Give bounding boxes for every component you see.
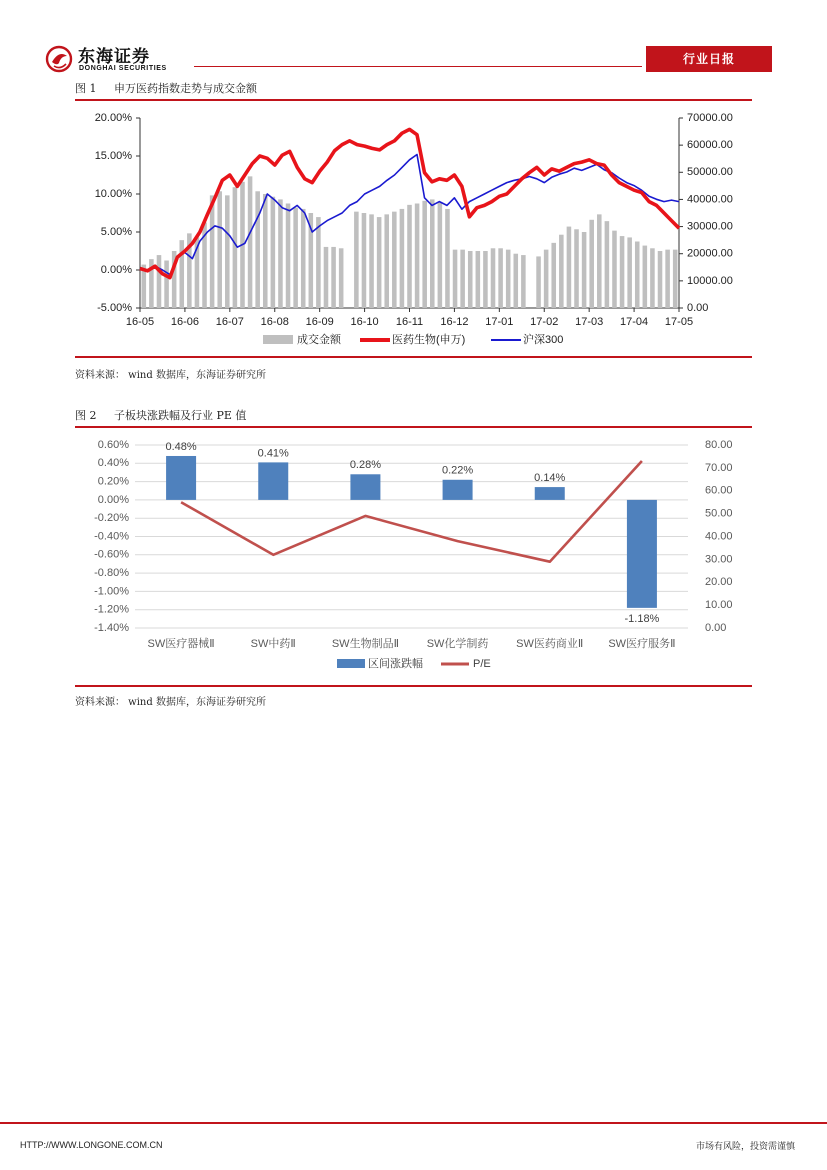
volume-bar	[658, 251, 663, 308]
left-tick-label: -0.60%	[94, 548, 129, 561]
pe-series-line	[181, 461, 642, 562]
bar-data-label: -1.18%	[624, 612, 660, 625]
volume-bar	[468, 251, 473, 308]
x-category-label: SW医疗器械Ⅱ	[147, 637, 215, 650]
x-tick-label: 16-07	[215, 315, 244, 328]
right-tick-label: 40000.00	[687, 193, 733, 206]
change-bar	[350, 474, 380, 500]
figure2-chart	[75, 428, 752, 684]
volume-bar	[460, 250, 465, 308]
volume-bar	[582, 232, 587, 308]
legend-medicine-label: 医药生物(申万)	[392, 333, 466, 346]
left-tick-label: 0.00%	[97, 493, 129, 506]
figure1-source: 资料来源： wind 数据库，东海证券研究所	[75, 370, 266, 381]
volume-bar	[422, 201, 427, 308]
left-tick-label: 0.00%	[100, 263, 132, 276]
footer-url-link[interactable]: HTTP://WWW.LONGONE.COM.CN	[20, 1140, 163, 1150]
volume-bar	[430, 199, 435, 308]
legend-volume-swatch	[263, 335, 293, 344]
volume-bar	[301, 209, 306, 308]
volume-bar	[544, 250, 549, 308]
volume-bar	[392, 212, 397, 308]
volume-bar	[286, 204, 291, 309]
report-type-badge: 行业日报	[646, 46, 772, 72]
volume-bar	[559, 235, 564, 308]
x-tick-label: 17-05	[664, 315, 694, 328]
volume-bar	[476, 251, 481, 308]
x-tick-label: 16-06	[170, 315, 199, 328]
volume-bar	[339, 248, 344, 308]
right-tick-label: 20000.00	[687, 247, 733, 260]
bar-data-label: 0.48%	[165, 440, 197, 453]
figure2-caption	[75, 407, 246, 423]
volume-bar	[605, 221, 610, 308]
x-tick-label: 16-05	[125, 315, 155, 328]
change-bar	[627, 500, 657, 608]
company-name-cn: 东海证券	[78, 47, 150, 67]
x-category-label: SW化学制药	[426, 637, 489, 650]
right-tick-label: 0.00	[705, 621, 727, 634]
left-tick-label: -0.80%	[94, 567, 129, 580]
x-category-label: SW生物制品Ⅱ	[331, 637, 399, 650]
left-tick-label: 15.00%	[94, 149, 132, 162]
volume-bar	[612, 231, 617, 308]
left-tick-label: 0.60%	[97, 438, 129, 451]
x-tick-label: 17-01	[485, 315, 514, 328]
volume-bar	[514, 254, 519, 308]
volume-bar	[263, 194, 268, 308]
bar-data-label: 0.28%	[349, 459, 382, 472]
volume-bar	[400, 209, 405, 308]
x-category-label: SW中药Ⅱ	[250, 637, 296, 650]
volume-bar	[210, 195, 215, 308]
volume-bar	[635, 242, 640, 309]
volume-bar	[354, 212, 359, 308]
volume-bar	[665, 250, 670, 308]
volume-bar	[627, 237, 632, 308]
x-category-label: SW医疗服务Ⅱ	[608, 637, 676, 650]
figure2-title: 子板块涨跌幅及行业 PE 值	[114, 409, 247, 422]
right-tick-label: 30000.00	[687, 220, 733, 233]
volume-bar	[225, 195, 230, 308]
left-tick-label: 5.00%	[100, 225, 132, 238]
volume-bar	[415, 204, 420, 309]
x-tick-label: 17-02	[530, 315, 559, 328]
figure1-title: 申万医药指数走势与成交金额	[114, 82, 257, 95]
right-tick-label: 60000.00	[687, 139, 733, 152]
volume-bar	[589, 220, 594, 308]
volume-bar	[377, 217, 382, 308]
x-tick-label: 17-04	[620, 315, 649, 328]
volume-bar	[278, 199, 283, 308]
x-tick-label: 16-10	[350, 315, 379, 328]
footer-disclaimer: 市场有风险，投资需谨慎	[696, 1142, 796, 1152]
volume-bar	[453, 250, 458, 308]
figure2-label: 图 2	[75, 409, 97, 422]
left-tick-label: 10.00%	[94, 187, 132, 200]
right-tick-label: 60.00	[705, 484, 733, 497]
x-tick-label: 16-09	[305, 315, 334, 328]
right-tick-label: 70000.00	[687, 111, 733, 124]
company-name-en: DONGHAI SECURITIES	[79, 65, 167, 72]
left-tick-label: -1.20%	[94, 603, 129, 616]
right-tick-label: 50000.00	[687, 166, 733, 179]
volume-bar	[233, 187, 238, 308]
volume-bar	[536, 256, 541, 308]
left-tick-label: -1.40%	[94, 621, 129, 634]
volume-bar	[551, 243, 556, 308]
x-tick-label: 16-08	[260, 315, 289, 328]
volume-bar	[521, 255, 526, 308]
volume-bar	[331, 247, 336, 308]
company-logo	[44, 44, 194, 74]
bar-data-label: 0.14%	[534, 471, 566, 484]
left-tick-label: -0.40%	[94, 530, 129, 543]
change-bar	[535, 487, 565, 500]
right-tick-label: 20.00	[705, 576, 733, 589]
volume-bar	[369, 214, 374, 308]
logo-mark-icon	[44, 44, 74, 74]
right-tick-label: 0.00	[687, 301, 709, 314]
volume-bar	[445, 209, 450, 308]
figure1-label: 图 1	[75, 82, 97, 95]
volume-bar	[407, 205, 412, 308]
volume-bar	[293, 208, 298, 308]
volume-bar	[362, 213, 367, 308]
left-tick-label: 0.20%	[97, 475, 129, 488]
figure2-bottom-rule	[75, 685, 752, 687]
volume-bar	[438, 202, 443, 308]
right-tick-label: 50.00	[705, 507, 733, 520]
legend-volume-label: 成交金额	[297, 333, 341, 346]
header-rule	[194, 66, 642, 67]
volume-bar	[491, 248, 496, 308]
right-tick-label: 30.00	[705, 553, 733, 566]
right-tick-label: 10.00	[705, 599, 733, 612]
bar-data-label: 0.22%	[441, 464, 474, 477]
volume-bar	[498, 248, 503, 308]
legend-change-label: 区间涨跌幅	[368, 657, 423, 670]
change-bar	[443, 480, 473, 500]
x-tick-label: 16-12	[440, 315, 469, 328]
figure2-source: 资料来源： wind 数据库，东海证券研究所	[75, 697, 266, 708]
volume-bar	[643, 246, 648, 308]
footer-rule	[0, 1122, 827, 1124]
right-tick-label: 80.00	[705, 438, 733, 451]
volume-bar	[217, 191, 222, 308]
right-tick-label: 40.00	[705, 530, 733, 543]
volume-bar	[271, 197, 276, 308]
left-tick-label: -0.20%	[94, 512, 129, 525]
volume-bar	[597, 214, 602, 308]
x-tick-label: 17-03	[575, 315, 604, 328]
volume-bar	[483, 251, 488, 308]
volume-bar	[506, 250, 511, 308]
volume-bar	[384, 214, 389, 308]
legend-change-swatch	[337, 659, 365, 668]
figure1-bottom-rule	[75, 356, 752, 358]
x-tick-label: 16-11	[395, 315, 424, 328]
volume-bar	[620, 236, 625, 308]
left-tick-label: -1.00%	[94, 585, 129, 598]
left-tick-label: 20.00%	[94, 111, 132, 124]
volume-bar	[574, 229, 579, 308]
volume-bar	[248, 176, 253, 308]
volume-bar	[316, 217, 321, 308]
figure1-top-rule	[75, 99, 752, 101]
figure1-caption	[75, 80, 257, 96]
legend-csi300-label: 沪深300	[523, 333, 564, 346]
volume-bar	[650, 248, 655, 308]
change-bar	[258, 462, 288, 500]
legend-pe-label: P/E	[473, 657, 491, 670]
bar-data-label: 0.41%	[257, 447, 289, 460]
volume-bar	[567, 227, 572, 308]
left-tick-label: -5.00%	[97, 301, 132, 314]
volume-bar	[157, 255, 162, 308]
right-tick-label: 10000.00	[687, 274, 733, 287]
x-category-label: SW医药商业Ⅱ	[516, 637, 584, 650]
figure1-chart	[75, 102, 752, 354]
volume-bar	[673, 250, 678, 308]
volume-bar	[164, 261, 169, 309]
change-bar	[166, 456, 196, 500]
right-tick-label: 70.00	[705, 461, 733, 474]
volume-bar	[255, 191, 260, 308]
volume-bar	[324, 247, 329, 308]
left-tick-label: 0.40%	[97, 457, 129, 470]
